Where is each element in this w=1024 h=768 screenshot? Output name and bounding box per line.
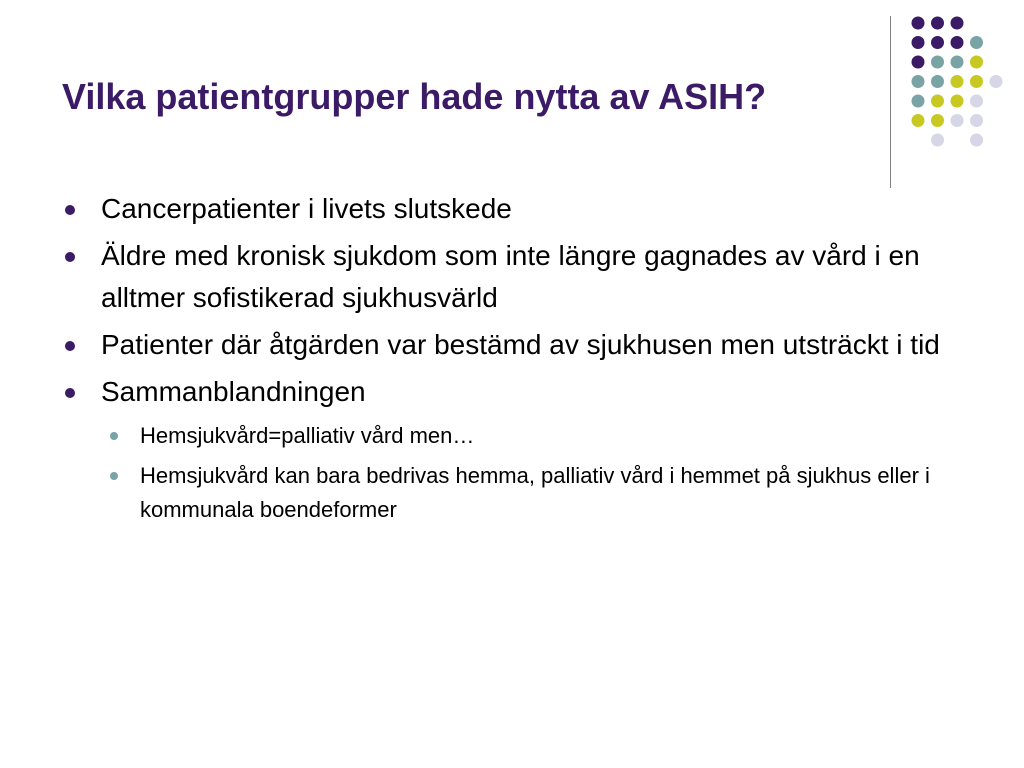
decorative-dot — [951, 36, 964, 49]
decorative-dot — [912, 56, 925, 69]
sub-bullet-text: Hemsjukvård=palliativ vård men… — [140, 423, 475, 448]
sub-bullet-dot-icon — [110, 472, 118, 480]
bullet-dot-icon — [65, 205, 75, 215]
decorative-dot — [970, 114, 983, 127]
decorative-dot — [912, 114, 925, 127]
decorative-dot — [970, 75, 983, 88]
sub-bullet-list — [101, 419, 971, 527]
bullet-item-4 — [101, 371, 971, 527]
decorative-dot — [951, 56, 964, 69]
decorative-dot — [931, 114, 944, 127]
bullet-text: Äldre med kronisk sjukdom som inte längre gagnades av vård i en alltmer sofistikerad sjukhusvärld — [101, 240, 920, 313]
decorative-dot — [970, 95, 983, 108]
decorative-dot — [912, 36, 925, 49]
slide-title: Vilka patientgrupper hade nytta av ASIH? — [62, 76, 767, 117]
bullet-dot-icon — [65, 388, 75, 398]
decorative-dot — [931, 36, 944, 49]
decorative-dot — [912, 95, 925, 108]
decorative-dot — [990, 75, 1003, 88]
decorative-dot — [931, 17, 944, 30]
decorative-dot — [951, 17, 964, 30]
bullet-text: Patienter där åtgärden var bestämd av sjukhusen men utsträckt i tid — [101, 329, 940, 360]
decorative-dot — [931, 75, 944, 88]
sub-bullet-item-1 — [140, 419, 960, 453]
bullet-text: Sammanblandningen — [101, 376, 366, 407]
decorative-dot — [912, 75, 925, 88]
decorative-dot — [970, 134, 983, 147]
decorative-dot — [970, 56, 983, 69]
bullet-list — [0, 188, 1024, 532]
bullet-dot-icon — [65, 341, 75, 351]
bullet-item-3 — [101, 324, 971, 366]
sub-bullet-dot-icon — [110, 432, 118, 440]
decorative-dot-grid — [0, 0, 1024, 200]
bullet-dot-icon — [65, 252, 75, 262]
decorative-dot — [970, 36, 983, 49]
decorative-dot — [951, 114, 964, 127]
sub-bullet-item-2 — [140, 459, 960, 527]
decorative-dot — [931, 56, 944, 69]
sub-bullet-text: Hemsjukvård kan bara bedrivas hemma, palliativ vård i hemmet på sjukhus eller i kommunala boendeformer — [140, 463, 930, 522]
decorative-dot — [951, 75, 964, 88]
decorative-dot — [931, 95, 944, 108]
decorative-dot — [951, 95, 964, 108]
decorative-dot — [931, 134, 944, 147]
decorative-dot — [912, 17, 925, 30]
bullet-item-1 — [101, 188, 971, 230]
bullet-text: Cancerpatienter i livets slutskede — [101, 193, 512, 224]
bullet-item-2 — [101, 235, 971, 319]
